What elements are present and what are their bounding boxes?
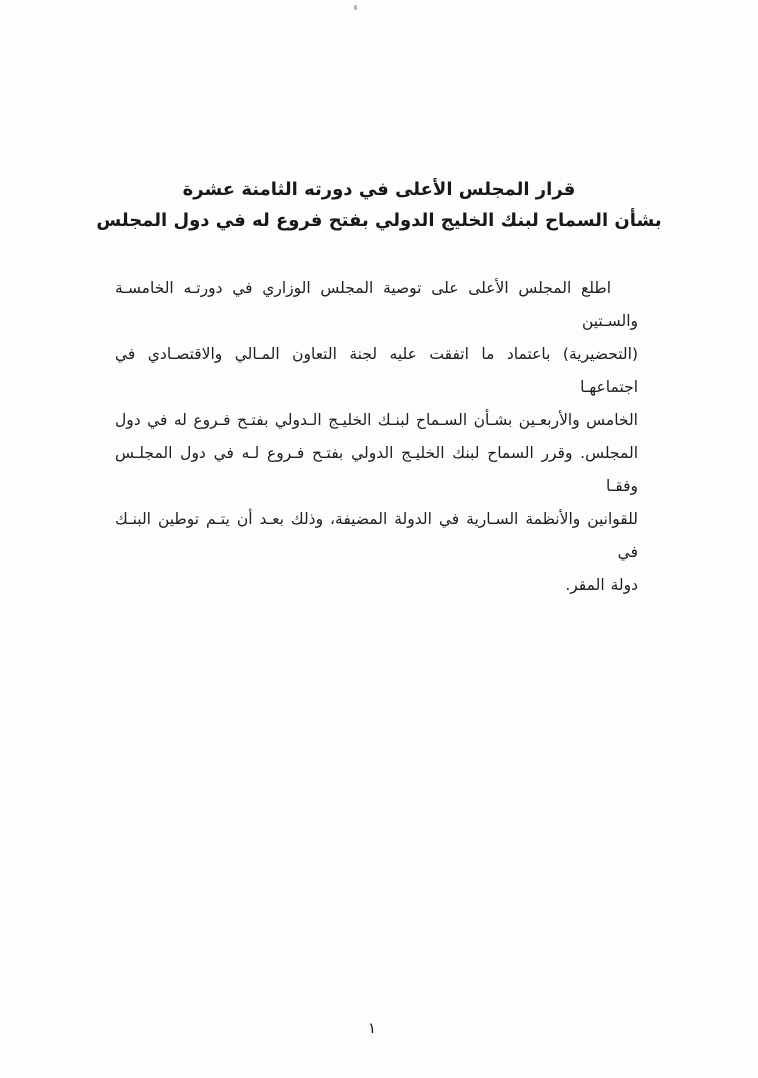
page-number: ١ bbox=[367, 1019, 377, 1037]
body-line: المجلس. وقرر السماح لبنك الخليـج الدولي بفتـح فـروع لـه في دول المجلـس وفقـا bbox=[115, 444, 638, 495]
body-line: للقوانين والأنظمة السـارية في الدولة المضيفة، وذلك بعـد أن يتـم توطين البنـك في bbox=[115, 510, 638, 561]
body-line: الخامس والأربعـين بشـأن السـماح لبنـك الخليـج الـدولي بفتـح فـروع له في دول bbox=[115, 411, 638, 429]
body-line: دولة المقر. bbox=[565, 576, 638, 594]
body-line: (التحضيرية) باعتماد ما اتفقت عليه لجنة التعاون المـالي والاقتصـادي في اجتماعهـا bbox=[115, 345, 638, 396]
title-line-1: قرار المجلس الأعلى في دورته الثامنة عشرة bbox=[182, 179, 576, 200]
document-body-paragraph bbox=[115, 272, 638, 602]
title-line-2: بشأن السماح لبنك الخليج الدولي بفتح فروع له في دول المجلس bbox=[96, 210, 662, 231]
body-line: اطلع المجلس الأعلى على توصية المجلس الوزاري في دورتـه الخامسـة والسـتين bbox=[115, 279, 638, 330]
document-title bbox=[0, 174, 758, 236]
scan-artifact-dot bbox=[354, 5, 357, 10]
